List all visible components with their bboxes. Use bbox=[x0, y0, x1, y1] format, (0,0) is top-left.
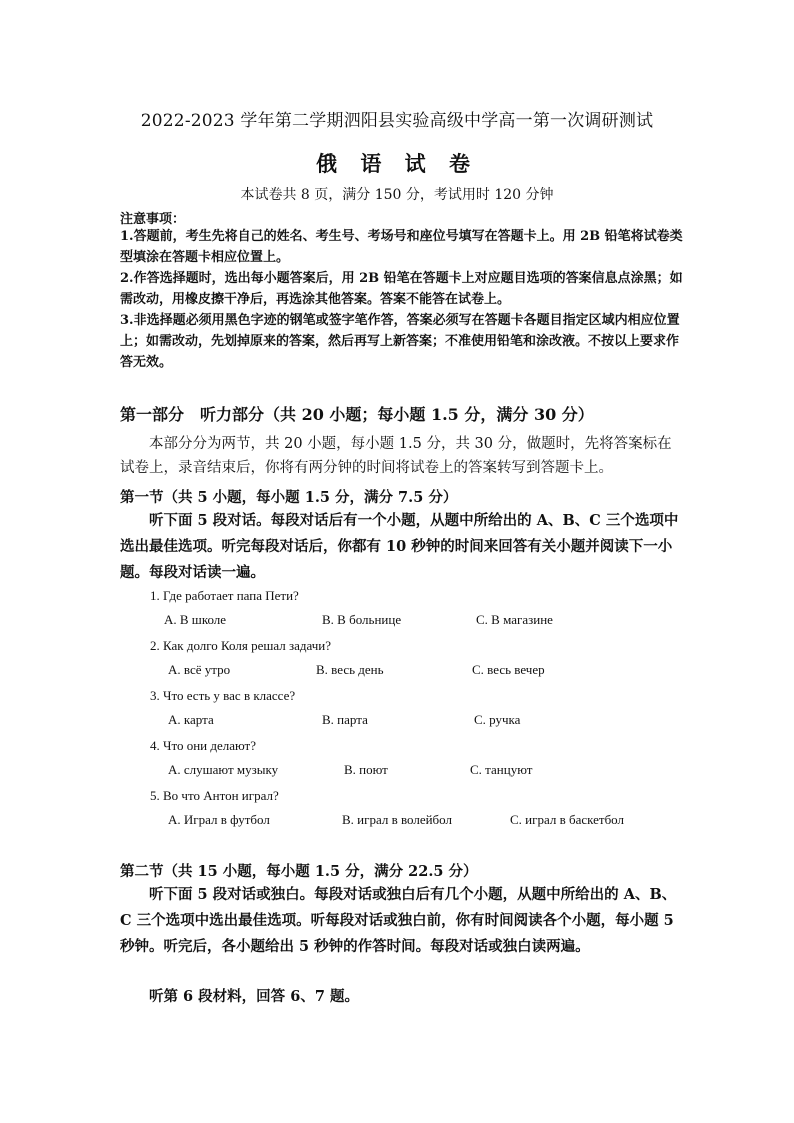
question-3-option-a: A. карта bbox=[168, 712, 214, 727]
notes-heading: 注意事项： bbox=[120, 212, 186, 227]
question-5-option-c: C. играл в баскетбол bbox=[510, 812, 624, 827]
part1-intro: 本部分分为两节，共 20 小题，每小题 1.5 分，共 30 分，做题时，先将答案标在试卷上，录音结束后，你将有两分钟的时间将试卷上的答案转写到答题卡上。 bbox=[120, 436, 672, 476]
question-4-option-c: C. танцуют bbox=[470, 762, 533, 777]
note-item-1: 1.答题前，考生先将自己的姓名、考生号、考场号和座位号填写在答题卡上。用 2B 铅笔将试卷类型填涂在答题卡相应位置上。 bbox=[120, 229, 683, 265]
question-5: 5. Во что Антон играл? bbox=[150, 788, 279, 803]
question-4-option-a: A. слушают музыку bbox=[168, 762, 279, 777]
question-5-option-b: B. играл в волейбол bbox=[342, 812, 452, 827]
section2-material: 听第 6 段材料，回答 6、7 题。 bbox=[149, 988, 359, 1005]
question-1-option-b: B. В больнице bbox=[322, 612, 402, 627]
section2-instructions: 听下面 5 段对话或独白。每段对话或独白后有几个小题，从题中所给出的 A、B、C 三个选项中选出最佳选项。听每段对话或独白前，你有时间阅读各个小题，每小题 5 秒钟。听完后，各小题给出 5 秒钟的作答时间。每段对话或独白读两遍。 bbox=[120, 886, 677, 955]
question-3-option-c: C. ручка bbox=[474, 712, 521, 727]
question-2-option-b: B. весь день bbox=[316, 662, 384, 677]
section1-instructions: 听下面 5 段对话。每段对话后有一个小题，从题中所给出的 A、B、C 三个选项中选出最佳选项。听完每段对话后，你都有 10 秒钟的时间来回答有关小题并阅读下一小题。每段对话读一遍。 bbox=[120, 512, 679, 581]
question-4-option-b: B. поют bbox=[344, 762, 388, 777]
question-2-option-a: A. всё утро bbox=[168, 662, 231, 677]
question-3-option-b: B. парта bbox=[322, 712, 368, 727]
question-4: 4. Что они делают? bbox=[150, 738, 257, 753]
section1-heading: 第一节（共 5 小题，每小题 1.5 分，满分 7.5 分） bbox=[120, 489, 458, 506]
exam-subject: 俄 语 试 卷 bbox=[316, 151, 478, 176]
section2-heading: 第二节（共 15 小题，每小题 1.5 分，满分 22.5 分） bbox=[120, 863, 478, 880]
question-1-option-c: C. В магазине bbox=[476, 612, 553, 627]
question-5-option-a: A. Играл в футбол bbox=[168, 812, 270, 827]
question-2: 2. Как долго Коля решал задачи? bbox=[150, 638, 332, 653]
question-1-option-a: A. В школе bbox=[164, 612, 227, 627]
note-item-2: 2.作答选择题时，选出每小题答案后，用 2B 铅笔在答题卡上对应题目选项的答案信息点涂黑；如需改动，用橡皮擦干净后，再选涂其他答案。答案不能答在试卷上。 bbox=[120, 271, 683, 307]
question-2-option-c: C. весь вечер bbox=[472, 662, 545, 677]
part1-heading: 第一部分 听力部分（共 20 小题；每小题 1.5 分，满分 30 分） bbox=[120, 405, 594, 424]
question-3: 3. Что есть у вас в классе? bbox=[150, 688, 296, 703]
question-1: 1. Где работает папа Пети? bbox=[150, 588, 299, 603]
exam-info: 本试卷共 8 页，满分 150 分，考试用时 120 分钟 bbox=[240, 187, 554, 203]
note-item-3: 3.非选择题必须用黑色字迹的钢笔或签字笔作答，答案必须写在答题卡各题目指定区域内相应位置上；如需改动，先划掉原来的答案，然后再写上新答案；不准使用铅笔和涂改液。不按以上要求作答无效。 bbox=[120, 313, 680, 370]
exam-title: 2022-2023 学年第二学期泗阳县实验高级中学高一第一次调研测试 bbox=[140, 111, 654, 131]
